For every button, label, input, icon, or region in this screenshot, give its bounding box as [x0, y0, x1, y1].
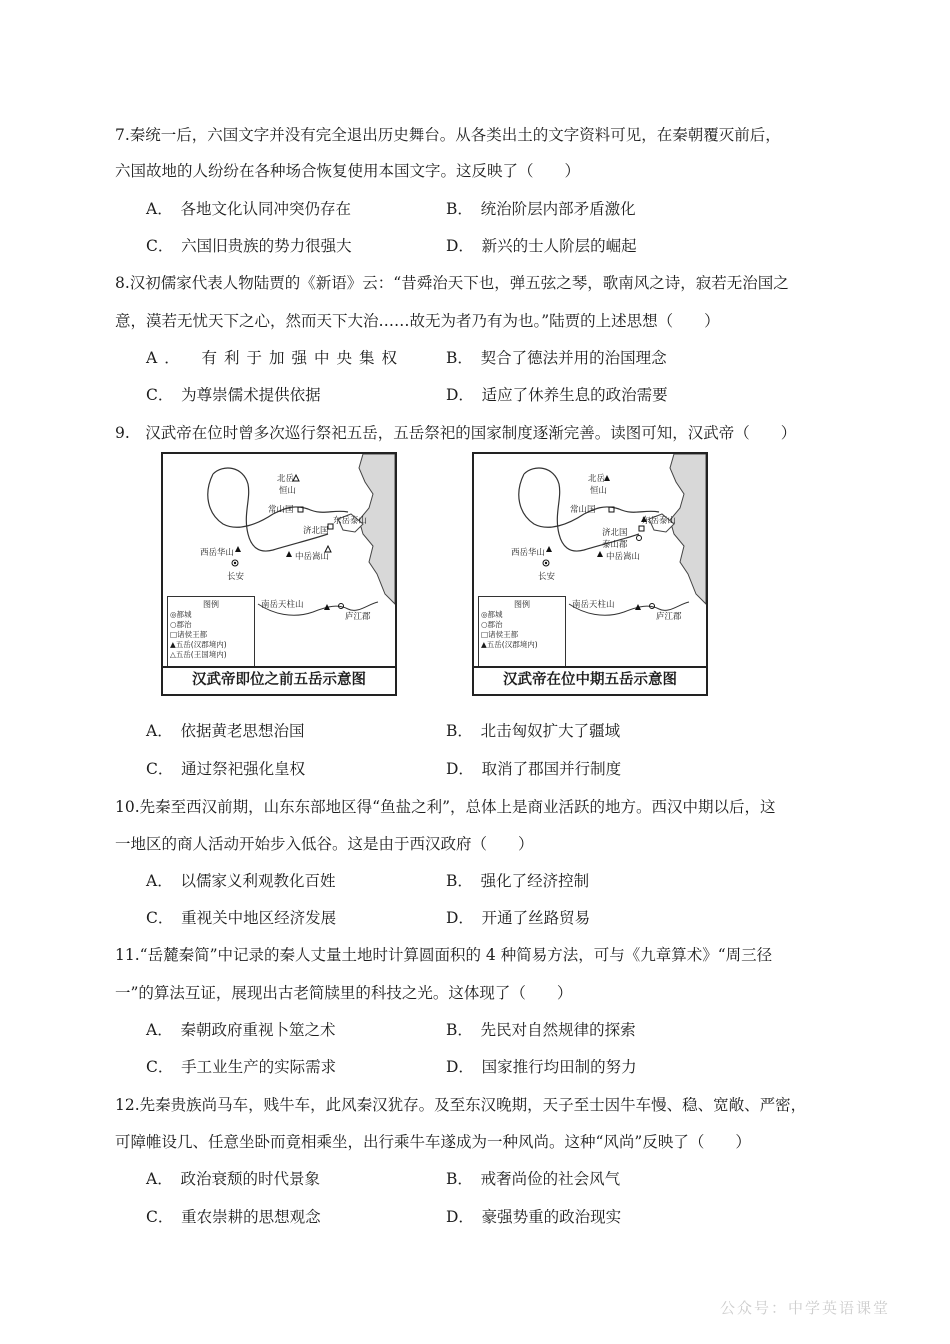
map2-label-jibei: 济北国	[602, 528, 628, 538]
q11-option-d: D． 国家推行均田制的努力	[446, 1058, 637, 1076]
map2-label-changshan: 常山国	[570, 505, 596, 515]
q8-option-a: A． 有利于加强中央集权	[146, 349, 404, 367]
q12-option-c: C． 重农崇耕的思想观念	[146, 1208, 321, 1226]
q9-option-b: B． 北击匈奴扩大了疆域	[446, 722, 621, 740]
watermark: 公众号：中学英语课堂	[719, 1299, 890, 1317]
map1-label-central: 中岳嵩山	[295, 552, 330, 562]
map2-legend-item: ▲五岳(汉郡境内)	[481, 640, 538, 649]
q7-option-b: B． 统治阶层内部矛盾激化	[446, 200, 636, 218]
map1-legend-item: ▲五岳(汉郡境内)	[170, 640, 227, 649]
map1-label-north2: 恒山	[279, 486, 297, 496]
map2-label-east: 东岳泰山	[642, 516, 677, 526]
map2-label-central: 中岳嵩山	[606, 552, 641, 562]
q10-option-d: D． 开通了丝路贸易	[446, 909, 591, 927]
map1-label-east: 东岳泰山	[333, 516, 368, 526]
map1-legend-item: □诸侯王都	[170, 630, 208, 639]
map1-label-west: 西岳华山	[200, 548, 235, 558]
q12-option-b: B． 戒奢尚俭的社会风气	[446, 1170, 621, 1188]
q9-option-c: C． 通过祭祀强化皇权	[146, 760, 306, 778]
map1-legend-item: ◎都城	[170, 610, 192, 619]
map2-legend-item: □诸侯王都	[481, 630, 519, 639]
map1-label-changan: 长安	[227, 572, 245, 582]
q10-option-c: C． 重视关中地区经济发展	[146, 909, 337, 927]
map-before-accession	[161, 452, 397, 696]
q11-option-a: A． 秦朝政府重视卜筮之术	[146, 1021, 336, 1039]
map2-label-south: 南岳天柱山	[572, 600, 615, 610]
q10-stem-line2: 一地区的商人活动开始步入低谷。这是由于西汉政府（ ）	[115, 835, 534, 853]
q12-option-a: A． 政治衰颓的时代景象	[146, 1170, 320, 1188]
q7-option-d: D． 新兴的士人阶层的崛起	[446, 237, 637, 255]
q11-option-b: B． 先民对自然规律的探索	[446, 1021, 636, 1039]
map2-legend-item: ◎都城	[481, 610, 503, 619]
q7-option-c: C． 六国旧贵族的势力很强大	[146, 237, 352, 255]
map2-legend-item: ○郡治	[481, 620, 503, 629]
map1-legend-heading: 图例	[203, 600, 219, 609]
map2-label-taishan: 泰山郡	[602, 540, 628, 550]
q12-stem-line1: 12.先秦贵族尚马车，贱牛车，此风秦汉犹存。及至东汉晚期，天子至士因牛车慢、稳、宽敞、严密，	[115, 1096, 807, 1114]
map2-legend-heading: 图例	[514, 600, 530, 609]
q10-option-b: B． 强化了经济控制	[446, 872, 590, 890]
q10-stem-line1: 10.先秦至西汉前期，山东东部地区得“鱼盐之利”，总体上是商业活跃的地方。西汉中期以后，这	[115, 798, 776, 816]
map1-label-lujiang: 庐江郡	[345, 612, 371, 622]
q9-stem-line1: 9. 汉武帝在位时曾多次巡行祭祀五岳，五岳祭祀的国家制度逐渐完善。读图可知，汉武帝（ ）	[115, 424, 797, 442]
map1-title: 汉武帝即位之前五岳示意图	[163, 666, 395, 694]
q12-stem-line2: 可障帷设几、任意坐卧而竟相乘坐，出行乘牛车遂成为一种风尚。这种“风尚”反映了（ ）	[115, 1133, 751, 1151]
q7-stem-line2: 六国故地的人纷纷在各种场合恢复使用本国文字。这反映了（ ）	[115, 162, 581, 180]
q8-stem-line2: 意，漠若无忧天下之心，然而天下大治……故无为者乃有为也。”陆贾的上述思想（ ）	[115, 312, 720, 330]
q7-option-a: A． 各地文化认同冲突仍存在	[146, 200, 351, 218]
map2-label-north2: 恒山	[590, 486, 608, 496]
q11-stem-line2: 一”的算法互证，展现出古老简牍里的科技之光。这体现了（ ）	[115, 984, 573, 1002]
q7-stem-line1: 7.秦统一后，六国文字并没有完全退出历史舞台。从各类出土的文字资料可见，在秦朝覆灭前后，	[115, 126, 781, 144]
map1-legend-item: △五岳(王国境内)	[170, 650, 227, 659]
map1-label-jibei: 济北国	[303, 526, 329, 536]
q10-option-a: A． 以儒家义利观教化百姓	[146, 872, 336, 890]
map2-label-changan: 长安	[538, 572, 556, 582]
q9-option-d: D． 取消了郡国并行制度	[446, 760, 622, 778]
map2-title: 汉武帝在位中期五岳示意图	[474, 666, 706, 694]
q12-option-d: D． 豪强势重的政治现实	[446, 1208, 622, 1226]
q8-option-b: B． 契合了德法并用的治国理念	[446, 349, 667, 367]
map1-label-south: 南岳天柱山	[261, 600, 304, 610]
map2-label-lujiang: 庐江郡	[656, 612, 682, 622]
map-mid-reign	[472, 452, 708, 696]
q8-option-c: C． 为尊崇儒术提供依据	[146, 386, 321, 404]
map2-label-west: 西岳华山	[511, 548, 546, 558]
map1-label-north1: 北岳	[277, 474, 295, 484]
q11-stem-line1: 11.“岳麓秦简”中记录的秦人丈量土地时计算圆面积的 4 种简易方法，可与《九章算术》“周三径	[115, 946, 773, 964]
q8-stem-line1: 8.汉初儒家代表人物陆贾的《新语》云：“昔舜治天下也，弹五弦之琴，歌南风之诗，寂若无治国之	[115, 274, 789, 292]
map2-label-north1: 北岳	[588, 474, 606, 484]
map1-label-changshan: 常山国	[268, 505, 294, 515]
map2-legend	[478, 596, 566, 672]
map1-legend	[167, 596, 255, 672]
q11-option-c: C． 手工业生产的实际需求	[146, 1058, 337, 1076]
map1-legend-item: ○郡治	[170, 620, 192, 629]
q9-option-a: A． 依据黄老思想治国	[146, 722, 305, 740]
q8-option-d: D． 适应了休养生息的政治需要	[446, 386, 668, 404]
